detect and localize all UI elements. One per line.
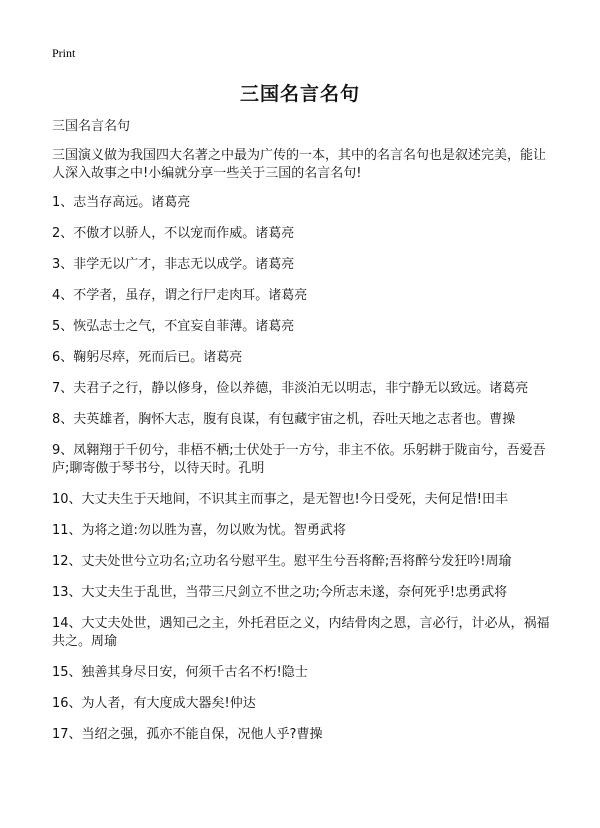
quote-item: 13、大丈夫生于乱世，当带三尺剑立不世之功;今所志未遂，奈何死乎!忠勇武将	[52, 585, 508, 600]
print-link[interactable]: Print	[52, 46, 76, 60]
quote-item: 1、志当存高远。诸葛亮	[52, 195, 191, 210]
quote-item: 6、鞠躬尽瘁，死而后已。诸葛亮	[52, 350, 243, 365]
quote-item: 4、不学者，虽存，谓之行尸走肉耳。诸葛亮	[52, 288, 308, 303]
quote-item: 10、大丈夫生于天地间，不识其主而事之，是无智也!今日受死，夫何足惜!田丰	[52, 492, 508, 507]
quote-item: 16、为人者，有大度成大器矣!仲达	[52, 696, 256, 711]
quote-list	[52, 194, 552, 744]
quote-item: 3、非学无以广才，非志无以成学。诸葛亮	[52, 257, 295, 272]
quote-item: 9、凤翱翔于千仞兮，非梧不栖;士伏处于一方兮，非主不依。乐躬耕于陇亩兮，吾爱吾庐;聊寄傲于琴书兮，以待天时。孔明	[52, 443, 546, 476]
page-title: 三国名言名句	[239, 83, 360, 105]
quote-item: 2、不傲才以骄人，不以宠而作威。诸葛亮	[52, 226, 295, 241]
quote-item: 12、丈夫处世兮立功名;立功名兮慰平生。慰平生兮吾将醉;吾将醉兮发狂吟!周瑜	[52, 554, 512, 569]
quote-item: 15、独善其身尽日安，何须千古名不朽!隐士	[52, 665, 308, 680]
quote-item: 11、为将之道:勿以胜为喜，勿以败为忧。智勇武将	[52, 523, 346, 538]
quote-item: 8、夫英雄者，胸怀大志，腹有良谋，有包藏宇宙之机，吞吐天地之志者也。曹操	[52, 412, 516, 427]
quote-item: 17、当绍之强，孤亦不能自保，况他人乎?曹操	[52, 727, 323, 742]
quote-item: 7、夫君子之行，静以修身，俭以养德，非淡泊无以明志，非宁静无以致远。诸葛亮	[52, 381, 529, 396]
article-intro: 三国演义做为我国四大名著之中最为广传的一本，其中的名言名句也是叙述完美，能让人深入故事之中!小编就分享一些关于三国的名言名句!	[52, 148, 547, 181]
quote-item: 14、大丈夫处世，遇知己之主，外托君臣之义，内结骨肉之恩，言必行，计必从，祸福共之。周瑜	[52, 616, 550, 649]
quote-item: 5、恢弘志士之气，不宜妄自菲薄。诸葛亮	[52, 319, 295, 334]
article-body	[52, 118, 552, 757]
article-subtitle: 三国名言名句	[52, 119, 131, 134]
